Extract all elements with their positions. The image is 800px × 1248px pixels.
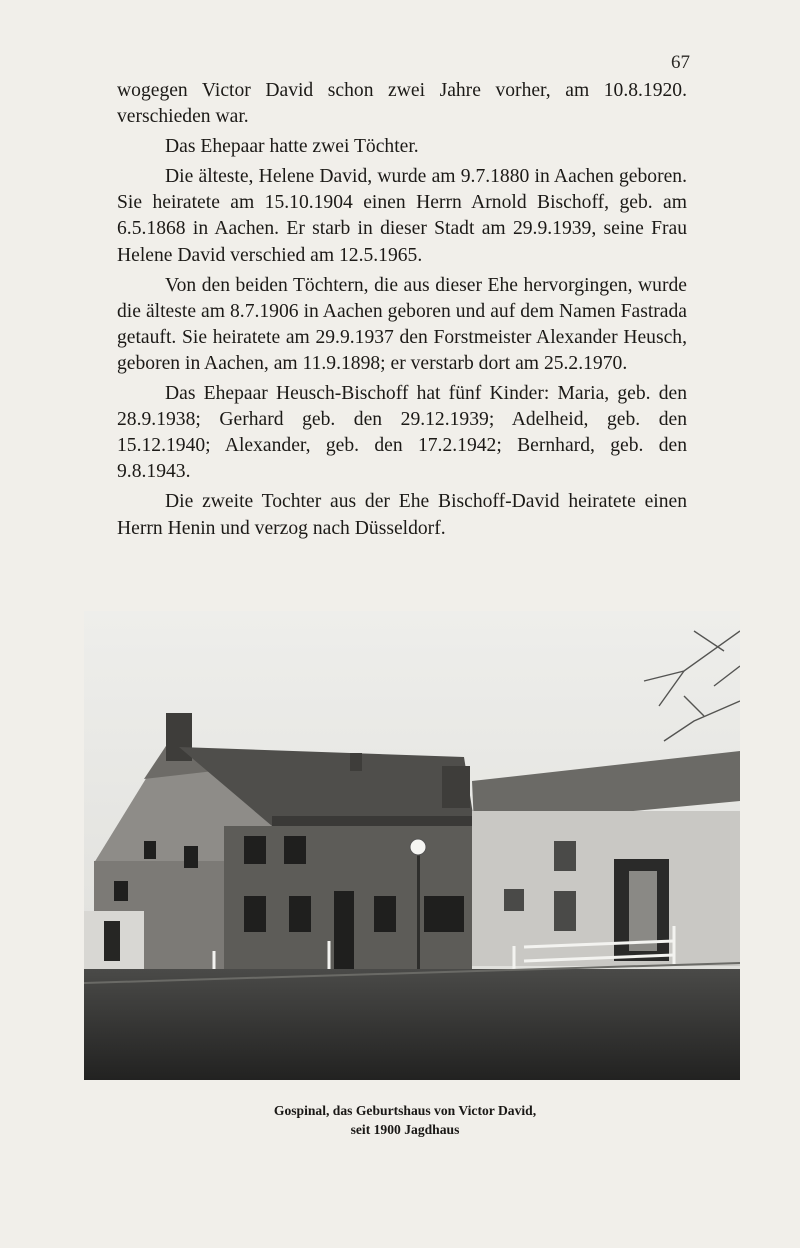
paragraph: Das Ehepaar hatte zwei Töchter. [165,136,419,158]
caption-line: Gospinal, das Geburtshaus von Victor David, [273,1103,537,1118]
page-number: 67 [671,52,690,73]
caption-line: seit 1900 Jagdhaus [350,1122,460,1137]
body-text [117,78,687,546]
photo-caption [200,1101,610,1139]
paragraph: Das Ehepaar Heusch-Bischoff hat fünf Kinder: Maria, geb. den 28.9.1938; Gerhard geb. den 29.12.1939; Adelheid, geb. den 15.12.1940; Alexander, geb. den 17.2.1942; Bernhard, geb. den 9.8.1943. [117,383,687,483]
house-photograph [84,611,740,1080]
paragraph: Die älteste, Helene David, wurde am 9.7.1880 in Aachen geboren. Sie heiratete am 15.10.1904 einen Herrn Arnold Bischoff, geb. am 6.5.1868 in Aachen. Er starb in dieser Stadt am 29.9.1939, seine Frau Helene David verschied am 12.5.1965. [117,166,687,266]
paragraph: wogegen Victor David schon zwei Jahre vorher, am 10.8.1920. verschieden war. [117,80,687,128]
paragraph: Von den beiden Töchtern, die aus dieser Ehe hervorgingen, wurde die älteste am 8.7.1906 in Aachen geboren und auf dem Namen Fastrada getauft. Sie heiratete am 29.9.1937 den Forstmeister Alexander Heusch, geboren in Aachen, am 11.9.1898; er verstarb dort am 25.2.1970. [117,274,687,374]
paragraph: Die zweite Tochter aus der Ehe Bischoff-David heiratete einen Herrn Henin und verzog nach Düsseldorf. [117,491,687,539]
house-photo-image [84,611,740,1080]
